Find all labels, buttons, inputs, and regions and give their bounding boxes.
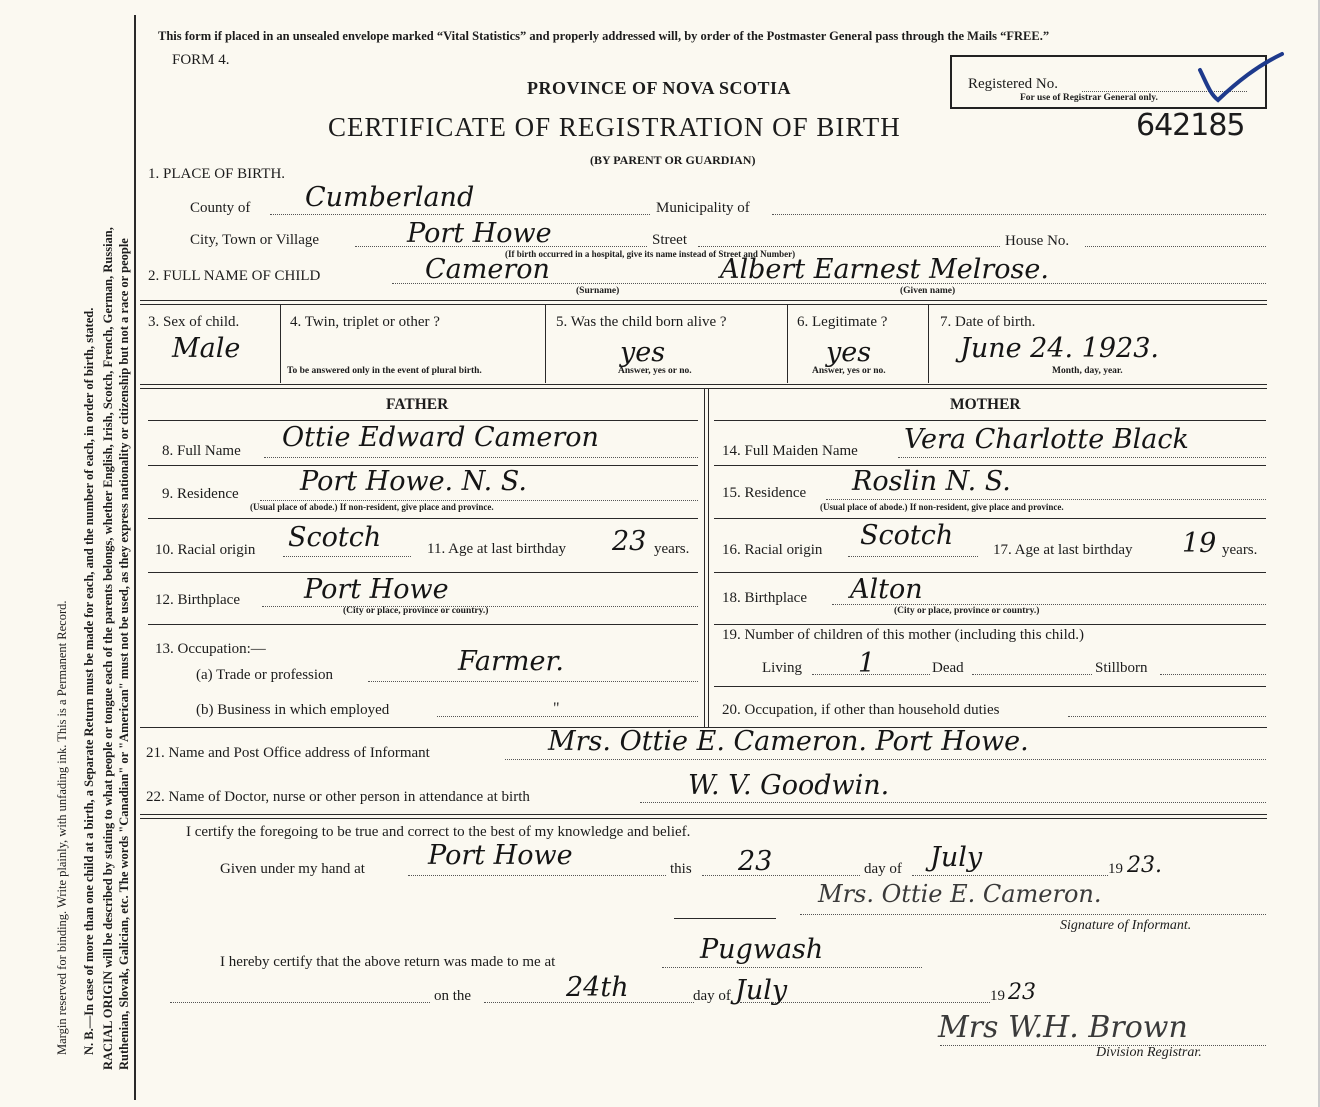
father-residence-value: Port Howe. N. S. bbox=[300, 466, 527, 497]
father-name-label: 8. Full Name bbox=[162, 443, 241, 459]
margin-note-multiple-births: N. B.—In case of more than one child at a birth, a Separate Return must be made for each, and the number of each, in order of birth, stated. bbox=[82, 307, 96, 1055]
father-birthplace-label: 12. Birthplace bbox=[155, 592, 240, 608]
father-name-line bbox=[264, 457, 698, 458]
informant-signature-line bbox=[800, 914, 1266, 915]
mother-residence-label: 15. Residence bbox=[722, 485, 807, 501]
living-label: Living bbox=[762, 660, 802, 676]
dob-note: Month, day, year. bbox=[1052, 366, 1123, 376]
municipality-label: Municipality of bbox=[656, 200, 750, 216]
informant-signature: Mrs. Ottie E. Cameron. bbox=[818, 880, 1102, 908]
child-surname: Cameron bbox=[425, 254, 550, 285]
father-race-value: Scotch bbox=[288, 522, 382, 553]
rule-mid bbox=[140, 384, 1267, 385]
day-of-label: day of bbox=[864, 861, 902, 877]
father-rule-4 bbox=[148, 624, 698, 625]
mother-rule-2 bbox=[714, 518, 1266, 519]
form-number: FORM 4. bbox=[172, 52, 230, 68]
informant-signature-label: Signature of Informant. bbox=[1060, 918, 1192, 933]
dead-label: Dead bbox=[932, 660, 964, 676]
father-race-label: 10. Racial origin bbox=[155, 542, 256, 558]
alive-note: Answer, yes or no. bbox=[618, 366, 692, 376]
children-label: 19. Number of children of this mother (including this child.) bbox=[722, 627, 1085, 643]
registration-number: 642185 bbox=[1136, 108, 1245, 143]
given-place-line bbox=[408, 875, 666, 876]
father-race-line bbox=[283, 556, 411, 557]
col-divider-2 bbox=[545, 305, 546, 383]
father-occupation-label: 13. Occupation:— bbox=[155, 641, 266, 657]
mother-rule-4 bbox=[714, 624, 1266, 625]
county-label: County of bbox=[190, 200, 251, 216]
mother-race-label: 16. Racial origin bbox=[722, 542, 823, 558]
heading-rule-mother bbox=[714, 420, 1266, 421]
mother-occupation-line bbox=[1068, 716, 1266, 717]
father-age-label: 11. Age at last birthday bbox=[427, 541, 566, 557]
on-the-label: on the bbox=[434, 988, 472, 1004]
dead-line bbox=[972, 674, 1092, 675]
trade-line bbox=[368, 681, 698, 682]
mother-rule-3 bbox=[714, 572, 1266, 573]
registrar-day: 24th bbox=[566, 972, 629, 1003]
mother-occupation-label: 20. Occupation, if other than household duties bbox=[722, 702, 1000, 718]
sex-label: 3. Sex of child. bbox=[148, 314, 240, 330]
surname-note: (Surname) bbox=[576, 286, 620, 296]
father-birthplace-note: (City or place, province or country.) bbox=[343, 606, 489, 616]
county-line bbox=[270, 214, 650, 215]
father-rule-3 bbox=[148, 572, 698, 573]
business-line bbox=[437, 716, 698, 717]
mother-residence-value: Roslin N. S. bbox=[852, 466, 1011, 497]
registrar-signature-label: Division Registrar. bbox=[1096, 1045, 1202, 1060]
registrar-year: 23 bbox=[1008, 980, 1036, 1005]
trade-value: Farmer. bbox=[458, 646, 565, 677]
father-birthplace-value: Port Howe bbox=[304, 574, 449, 605]
mother-birthplace-note: (City or place, province or country.) bbox=[894, 606, 1040, 616]
certificate-title: CERTIFICATE OF REGISTRATION OF BIRTH bbox=[328, 112, 901, 142]
business-value: " bbox=[553, 700, 560, 717]
given-place-value: Port Howe bbox=[428, 840, 573, 871]
province-heading: PROVINCE OF NOVA SCOTIA bbox=[527, 78, 792, 98]
stillborn-label: Stillborn bbox=[1095, 660, 1148, 676]
mother-race-value: Scotch bbox=[860, 520, 954, 551]
col-divider-3 bbox=[787, 305, 788, 383]
father-heading: FATHER bbox=[386, 396, 449, 413]
street-label: Street bbox=[652, 232, 687, 248]
mother-birthplace-label: 18. Birthplace bbox=[722, 590, 807, 606]
rule-top-2 bbox=[140, 304, 1267, 305]
certificate-subtitle: (BY PARENT OR GUARDIAN) bbox=[590, 153, 756, 167]
dob-value: June 24. 1923. bbox=[960, 333, 1159, 364]
mother-name-value: Vera Charlotte Black bbox=[904, 424, 1189, 455]
mother-residence-line bbox=[826, 499, 1266, 500]
mother-age-value: 19 bbox=[1182, 528, 1217, 559]
col-divider-4 bbox=[928, 305, 929, 383]
registrar-place-line bbox=[662, 967, 922, 968]
registrar-day-of-label: day of bbox=[693, 988, 731, 1004]
doctor-line bbox=[640, 802, 1266, 803]
registered-label: Registered No. bbox=[968, 76, 1058, 92]
rule-bottom-2 bbox=[140, 818, 1267, 819]
father-rule-2 bbox=[148, 518, 698, 519]
left-signature-rule bbox=[674, 918, 776, 919]
certify-day: 23 bbox=[738, 846, 773, 877]
living-value: 1 bbox=[858, 648, 876, 679]
rule-bottom bbox=[140, 814, 1267, 815]
legitimate-label: 6. Legitimate ? bbox=[797, 314, 888, 330]
trade-label: (a) Trade or profession bbox=[196, 667, 334, 683]
alive-value: yes bbox=[620, 337, 666, 368]
city-label: City, Town or Village bbox=[190, 232, 320, 248]
certify-year-prefix: 19 bbox=[1108, 861, 1123, 877]
father-residence-label: 9. Residence bbox=[162, 486, 239, 502]
informant-value: Mrs. Ottie E. Cameron. Port Howe. bbox=[548, 726, 1029, 757]
given-name-note: (Given name) bbox=[900, 286, 956, 296]
twin-label: 4. Twin, triplet or other ? bbox=[290, 314, 440, 330]
informant-line bbox=[505, 759, 1266, 760]
col-divider-1 bbox=[280, 305, 281, 383]
certify-statement: I certify the foregoing to be true and correct to the best of my knowledge and belief. bbox=[186, 824, 691, 840]
mother-years: years. bbox=[1222, 542, 1258, 558]
parent-divider-a bbox=[704, 389, 705, 727]
certify-year: 23. bbox=[1127, 853, 1162, 878]
business-label: (b) Business in which employed bbox=[196, 702, 390, 718]
certify-month: July bbox=[930, 842, 983, 873]
given-under-label: Given under my hand at bbox=[220, 861, 365, 877]
margin-note-nationality: Ruthenian, Slovak, Galician, etc. The words "Canadian" or "American" must not be used, as they express nationality or citizenship but not a race or people bbox=[117, 238, 131, 1070]
parent-divider-b bbox=[708, 389, 709, 727]
father-years: years. bbox=[654, 541, 690, 557]
father-name-value: Ottie Edward Cameron bbox=[282, 422, 599, 453]
heading-rule-father bbox=[148, 420, 698, 421]
child-name-label: 2. FULL NAME OF CHILD bbox=[148, 268, 321, 284]
sex-value: Male bbox=[172, 333, 241, 364]
postal-notice: This form if placed in an unsealed envelope marked “Vital Statistics” and properly addressed will, by order of the Postmaster General pass through the Mails “FREE.” bbox=[158, 29, 1050, 43]
place-of-birth-heading: 1. PLACE OF BIRTH. bbox=[148, 166, 286, 182]
registrar-note: For use of Registrar General only. bbox=[1020, 93, 1158, 103]
registrar-left-line bbox=[170, 1002, 430, 1003]
legitimate-value: yes bbox=[826, 337, 872, 368]
mother-birthplace-value: Alton bbox=[850, 574, 923, 605]
day-line bbox=[702, 875, 860, 876]
checkmark-icon bbox=[1192, 52, 1287, 112]
margin-note-binding: Margin reserved for binding. Write plainly, with unfading ink. This is a Permanent Record. bbox=[55, 600, 69, 1055]
stillborn-line bbox=[1160, 674, 1266, 675]
city-value: Port Howe bbox=[407, 218, 552, 249]
informant-label: 21. Name and Post Office address of Informant bbox=[146, 745, 430, 761]
child-given-name: Albert Earnest Melrose. bbox=[720, 254, 1049, 285]
this-label: this bbox=[670, 861, 692, 877]
house-line bbox=[1085, 246, 1266, 247]
binding-line bbox=[134, 15, 136, 1100]
father-residence-line bbox=[260, 500, 698, 501]
registrar-statement: I hereby certify that the above return was made to me at bbox=[220, 954, 556, 970]
month-line bbox=[912, 875, 1108, 876]
street-line bbox=[698, 246, 1000, 247]
twin-note: To be answered only in the event of plural birth. bbox=[287, 366, 482, 376]
mother-name-line bbox=[898, 457, 1266, 458]
mother-age-label: 17. Age at last birthday bbox=[993, 542, 1133, 558]
margin-note-racial-origin: RACIAL ORIGIN will be described by stating to what people or tongue each of the parents belongs, whether English, Irish, Scotch, French, German, Russian, bbox=[101, 227, 115, 1070]
mother-heading: MOTHER bbox=[950, 396, 1021, 413]
registrar-place: Pugwash bbox=[700, 934, 824, 965]
legitimate-note: Answer, yes or no. bbox=[812, 366, 886, 376]
county-value: Cumberland bbox=[305, 182, 475, 213]
doctor-value: W. V. Goodwin. bbox=[688, 770, 890, 801]
doctor-label: 22. Name of Doctor, nurse or other person in attendance at birth bbox=[146, 789, 530, 805]
mother-name-label: 14. Full Maiden Name bbox=[722, 443, 858, 459]
municipality-line bbox=[772, 214, 1266, 215]
father-residence-note: (Usual place of abode.) If non-resident, give place and province. bbox=[250, 502, 494, 512]
mother-rule-5 bbox=[714, 686, 1266, 687]
dob-label: 7. Date of birth. bbox=[940, 314, 1036, 330]
father-age-value: 23 bbox=[612, 526, 647, 557]
registrar-year-prefix: 19 bbox=[990, 988, 1005, 1004]
registrar-signature: Mrs W.H. Brown bbox=[938, 1010, 1188, 1045]
mother-race-line bbox=[848, 556, 978, 557]
mother-residence-note: (Usual place of abode.) If non-resident, give place and province. bbox=[820, 502, 1064, 512]
house-label: House No. bbox=[1005, 233, 1070, 249]
rule-top bbox=[140, 300, 1267, 301]
registrar-month: July bbox=[735, 975, 788, 1006]
alive-label: 5. Was the child born alive ? bbox=[556, 314, 727, 330]
hospital-note: (If birth occurred in a hospital, give its name instead of Street and Number) bbox=[505, 249, 796, 259]
registered-box bbox=[950, 55, 1267, 109]
